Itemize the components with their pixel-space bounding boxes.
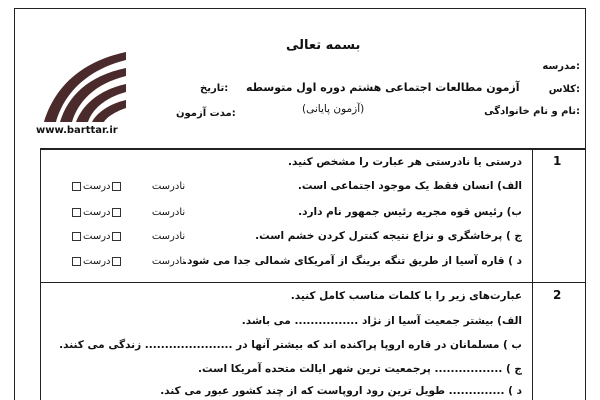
question-1-item-b: ب) رئیس قوه مجریه رئیس جمهور نام دارد.: [298, 206, 522, 218]
barttar-logo: [34, 44, 134, 126]
true-checkbox[interactable]: [112, 257, 121, 266]
false-option-label: نادرست: [151, 207, 186, 218]
question-2-item-d: د ) .............. طویل ترین رود اروپاست که از چند کشور عبور می کند.: [160, 385, 522, 397]
false-option-label: نادرست: [151, 256, 186, 267]
name-label: نام و نام خانوادگی:: [484, 106, 580, 117]
options-row-d: [70, 256, 185, 267]
exam-title: آزمون مطالعات اجتماعی هشتم دوره اول متوسطه: [246, 81, 520, 94]
options-row-c: [70, 231, 185, 242]
website-text: www.barttar.ir: [36, 125, 118, 136]
bismillah-text: بسمه تعالی: [286, 38, 361, 53]
true-checkbox[interactable]: [112, 232, 121, 241]
exam-header: [14, 8, 586, 144]
duration-label: مدت آزمون:: [176, 108, 236, 119]
options-row-a: [70, 181, 185, 192]
school-label: مدرسه:: [542, 61, 580, 72]
false-option-label: نادرست: [151, 181, 186, 192]
question-2-item-b: ب ) مسلمانان در قاره اروپا پراکنده اند که بیشتر آنها در ...................... زندگی می کنند.: [59, 339, 522, 351]
question-1-item-d: د ) قاره آسیا از طریق تنگه برینگ از آمریکای شمالی جدا می شود.: [183, 255, 522, 267]
true-option-label: درست: [83, 231, 111, 242]
question-2-item-a: الف) بیشتر جمعیت آسیا از نژاد ................ می باشد.: [241, 315, 522, 327]
true-option-label: درست: [83, 256, 111, 267]
false-checkbox[interactable]: [72, 257, 81, 266]
true-option-label: درست: [83, 207, 111, 218]
false-checkbox[interactable]: [72, 182, 81, 191]
class-label: کلاس:: [548, 84, 580, 95]
true-option-label: درست: [83, 181, 111, 192]
question-number-2: 2: [553, 288, 562, 302]
true-checkbox[interactable]: [112, 182, 121, 191]
false-checkbox[interactable]: [72, 208, 81, 217]
question-1-item-c: ج ) پرخاشگری و نزاع نتیجه کنترل کردن خشم است.: [255, 230, 522, 242]
true-checkbox[interactable]: [112, 208, 121, 217]
question-number-1: 1: [553, 154, 562, 168]
question-1-item-a: الف) انسان فقط یک موجود اجتماعی است.: [297, 180, 522, 192]
question-2-prompt: عبارت‌های زیر را با کلمات مناسب کامل کنید.: [290, 290, 522, 302]
false-option-label: نادرست: [151, 231, 186, 242]
exam-subtitle: (آزمون پایانی): [302, 103, 365, 115]
false-checkbox[interactable]: [72, 232, 81, 241]
options-row-b: [70, 207, 185, 218]
question-1-prompt: درستی یا نادرستی هر عبارت را مشخص کنید.: [288, 156, 522, 168]
question-number-column: [532, 148, 586, 400]
question-2-item-c: ج ) ................. پرجمعیت ترین شهر ایالت متحده آمریکا است.: [198, 363, 522, 375]
row-separator: [40, 282, 586, 283]
date-label: تاریخ:: [200, 83, 229, 94]
